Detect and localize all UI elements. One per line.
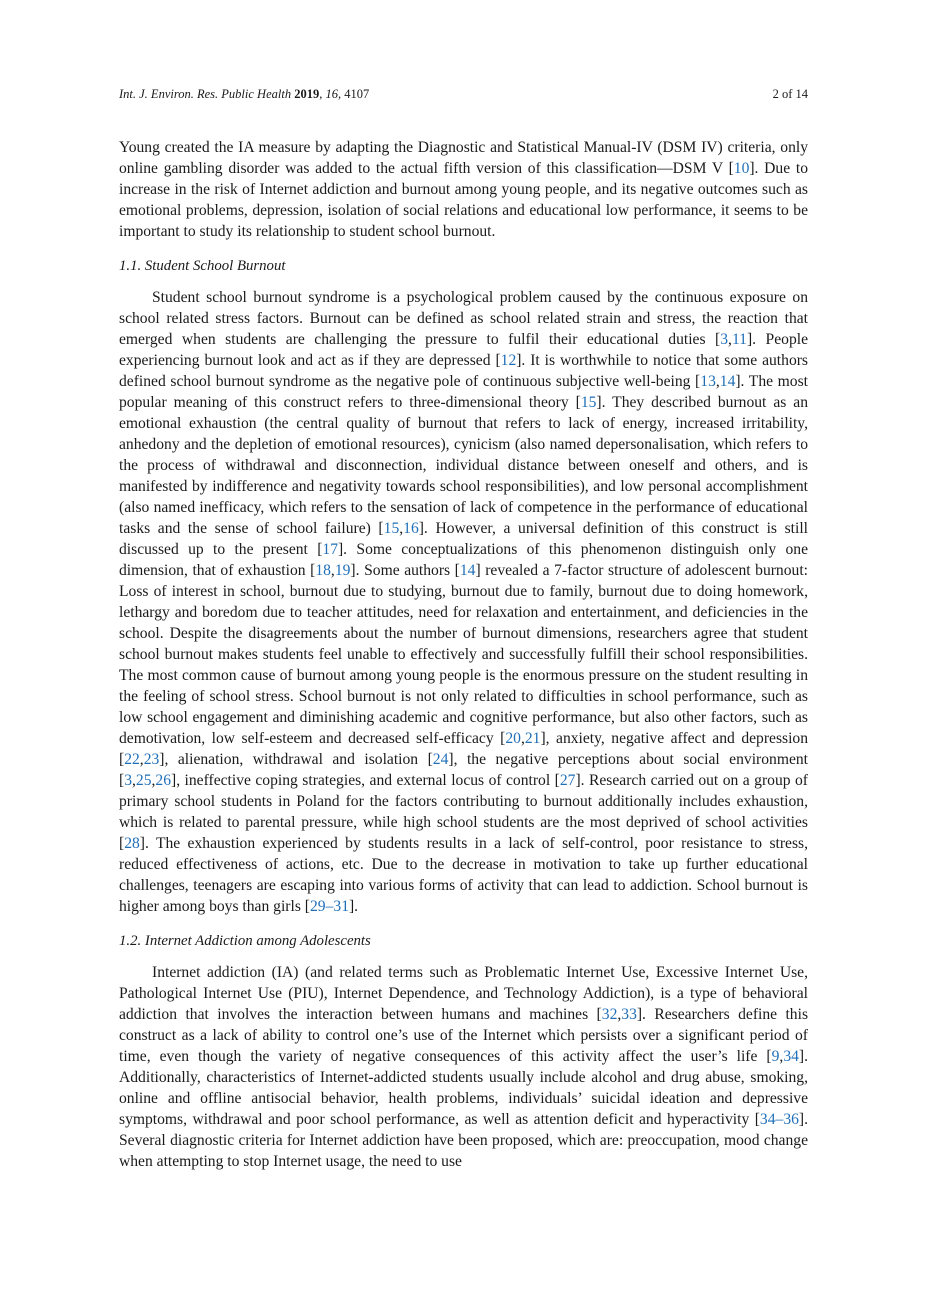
paragraph-text: , (399, 520, 404, 537)
citation-link[interactable]: 13 (700, 373, 716, 390)
paragraph-text: ]. Additionally, characteristics of Internet-addicted students usually include alcohol and drug abuse, smoking, online and offline antisocial behavior, health problems, individuals’ suicidal ideation and depressive symptoms, withdrawal and poor school performance, as well as attention deficit and hyperactivity [ (119, 1048, 808, 1128)
journal-name: Int. J. Environ. Res. Public Health (119, 87, 292, 101)
paragraph-text: ]. It is worthwhile to notice that some authors defined school burnout syndrome as the negative pole of continuous subjective well-being [ (119, 352, 808, 390)
page-body (119, 137, 808, 1172)
paragraph (119, 287, 808, 917)
citation-link[interactable]: 28 (124, 835, 140, 852)
citation-link[interactable]: 24 (432, 751, 449, 768)
citation-link[interactable]: 26 (155, 772, 171, 789)
citation-link[interactable]: 29–31 (310, 898, 349, 915)
citation-link[interactable]: 25 (135, 772, 152, 789)
paragraph-text: , (330, 562, 335, 579)
paragraph-text: , (779, 1048, 784, 1065)
citation-link[interactable]: 21 (524, 730, 541, 747)
paragraph-text: , (728, 331, 732, 348)
paragraph-text: ]. The exhaustion experienced by students results in a lack of self-control, poor resistance to stress, reduced effectiveness of actions, etc. Due to the decrease in motivation to take up further educational challenges, teenagers are escaping into various forms of activity that can lead to addiction. School burnout is higher among boys than girls [ (119, 835, 808, 915)
citation-link[interactable]: 34–36 (759, 1111, 799, 1128)
paragraph-text: ]. Due to increase in the risk of Internet addiction and burnout among young people, and its negative outcomes such as emotional problems, depression, isolation of social relations and educational low performance, it seems to be important to study its relationship to student school burnout. (119, 160, 808, 240)
paragraph-text: ]. The most popular meaning of this construct refers to three-dimensional theory [ (119, 373, 808, 411)
citation-link[interactable]: 14 (719, 373, 736, 390)
paragraph-text: ]. Researchers define this construct as a lack of ability to control one’s use of the Internet which persists over a significant period of time, even though the variety of negative consequences of this activity affect the user’s life [ (119, 1006, 809, 1065)
paragraph-text: ]. However, a universal definition of this construct is still discussed up to the present [ (119, 520, 808, 558)
paragraph-text: Internet addiction (IA) (and related terms such as Problematic Internet Use, Excessive Internet Use, Pathological Internet Use (PIU), Internet Dependence, and Technology Addiction), is a type of behavioral addiction that involves the interaction between humans and machines [ (119, 964, 808, 1023)
paragraph-text: ]. They described burnout as an emotional exhaustion (the central quality of burnout that refers to lack of energy, increased irritability, anhedony and the depletion of emotional resources), cynicism (also named depersonalisation, which refers to the process of withdrawal and disconnection, individual distance between oneself and others, and is manifested by indifference and negativity towards school responsibilities), and low personal accomplishment (also named inefficacy, which refers to the sensation of lack of competence in the performance of educational tasks and the sense of school failure) [ (119, 394, 809, 537)
citation-link[interactable]: 15 (383, 520, 400, 537)
paragraph-text: ], alienation, withdrawal and isolation [ (159, 751, 433, 768)
paragraph-text: ]. Several diagnostic criteria for Internet addiction have been proposed, which are: preoccupation, mood change when attempting to stop Internet usage, the need to use (119, 1111, 808, 1170)
paragraph-text: , (151, 772, 156, 789)
paragraph-text: , (715, 373, 720, 390)
paragraph-text: ], ineffective coping strategies, and external locus of control [ (171, 772, 560, 789)
paragraph-text: ]. People experiencing burnout look and act as if they are depressed [ (119, 331, 808, 369)
citation-link[interactable]: 10 (733, 160, 750, 177)
paragraph-text: ]. Some authors [ (350, 562, 460, 579)
paragraph-text: ]. Some conceptualizations of this phenomenon distinguish only one dimension, that of exhaustion [ (119, 541, 808, 579)
citation-link[interactable]: 15 (580, 394, 597, 411)
citation-link[interactable]: 27 (559, 772, 576, 789)
citation-link[interactable]: 22 (124, 751, 140, 768)
paragraph-text: , (139, 751, 144, 768)
paragraph (119, 962, 808, 1172)
paragraph-text: ] revealed a 7-factor structure of adolescent burnout: Loss of interest in school, burnout due to studying, burnout due to family, burnout due to doing homework, lethargy and boredom due to teacher attitudes, need for relaxation and entertainment, and deficiencies in the school. Despite the disagreements about the number of burnout dimensions, researchers agree that student school burnout makes students feel unable to effectively and successfully fulfill their school responsibilities. The most common cause of burnout among young people is the enormous pressure on the student resulting in the feeling of school stress. School burnout is not only related to difficulties in school performance, such as low school engagement and diminishing academic and cognitive performance, but also other factors, such as demotivation, low self-esteem and decreased self-efficacy [ (119, 562, 808, 747)
journal-citation (119, 87, 369, 102)
citation-link[interactable]: 3 (720, 331, 729, 348)
citation-link[interactable]: 20 (505, 730, 521, 747)
paragraph-text: Student school burnout syndrome is a psychological problem caused by the continuous exposure on school related stress factors. Burnout can be defined as school related strain and stress, the reaction that emerged when students are challenging the pressure to fulfil their educational duties [ (119, 289, 808, 348)
citation-link[interactable]: 14 (459, 562, 476, 579)
citation-link[interactable]: 33 (621, 1006, 637, 1023)
paragraph-text: ], the negative perceptions about social environment [ (119, 751, 808, 789)
article-number: 4107 (344, 87, 370, 101)
paragraph-text: , (520, 730, 525, 747)
citation-link[interactable]: 11 (731, 331, 747, 348)
citation-link[interactable]: 19 (334, 562, 351, 579)
citation-link[interactable]: 34 (783, 1048, 799, 1065)
paragraph-text: , (132, 772, 136, 789)
running-header (119, 87, 808, 102)
paragraph-text: ]. (348, 898, 359, 915)
paragraph-text: Young created the IA measure by adapting the Diagnostic and Statistical Manual-IV (DSM IV) criteria, only online gambling disorder was added to the actual fifth version of this classification—DSM V [ (119, 139, 808, 177)
citation-link[interactable]: 17 (322, 541, 338, 558)
paragraph-text: ]. Research carried out on a group of primary school students in Poland for the factors contributing to burnout additionally includes exhaustion, which is related to parental pressure, while high school students are the most deprived of school activities [ (119, 772, 808, 852)
paragraph-text: , (617, 1006, 622, 1023)
citation-link[interactable]: 3 (124, 772, 132, 789)
section-heading: 1.2. Internet Addiction among Adolescents (119, 933, 371, 949)
citation-link[interactable]: 32 (601, 1006, 618, 1023)
paragraph-text: ], anxiety, negative affect and depression [ (119, 730, 809, 768)
page-number: 2 of 14 (772, 87, 808, 101)
section-heading: 1.1. Student School Burnout (119, 258, 286, 274)
citation-link[interactable]: 23 (143, 751, 160, 768)
journal-volume: , 16, (319, 87, 345, 101)
citation-link[interactable]: 9 (771, 1048, 780, 1065)
citation-link[interactable]: 16 (403, 520, 419, 537)
paragraph (119, 137, 808, 242)
citation-link[interactable]: 18 (315, 562, 331, 579)
citation-link[interactable]: 12 (500, 352, 517, 369)
journal-year: 2019 (294, 87, 320, 101)
